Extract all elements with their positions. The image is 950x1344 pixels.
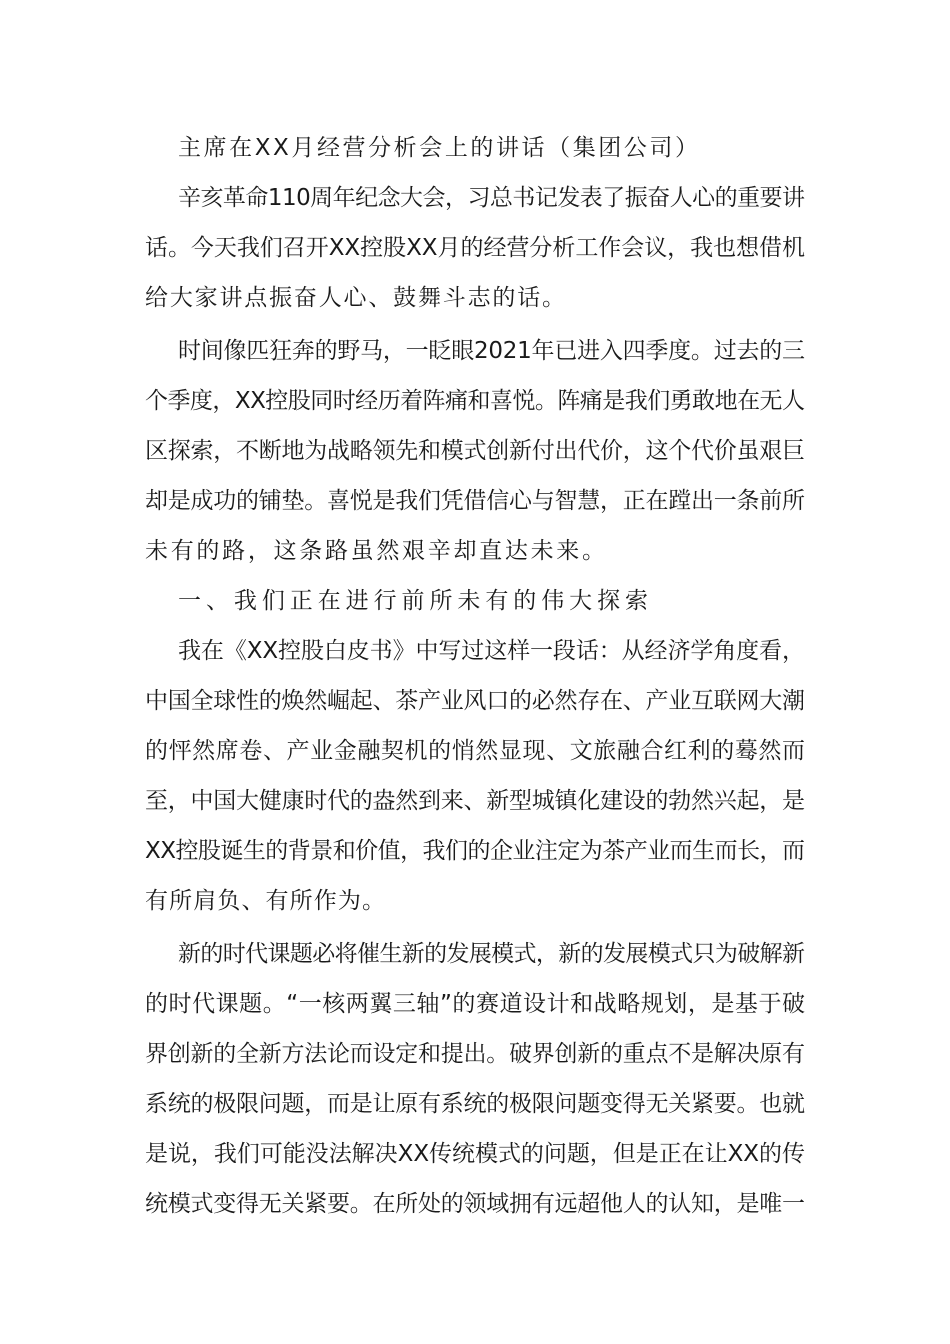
- paragraph-2-line-2: 个季度，XX控股同时经历着阵痛和喜悦。阵痛是我们勇敢地在无人: [145, 388, 805, 414]
- paragraph-1-line-3: 给大家讲点振奋人心、鼓舞斗志的话。: [145, 285, 567, 311]
- paragraph-2-line-1: 时间像匹狂奔的野马，一眨眼2021年已进入四季度。过去的三: [178, 338, 805, 364]
- paragraph-4-line-5: 是说，我们可能没法解决XX传统模式的问题，但是正在让XX的传: [145, 1141, 805, 1167]
- paragraph-3-line-3: 的怦然席卷、产业金融契机的悄然显现、文旅融合红利的蓦然而: [145, 738, 806, 764]
- paragraph-2-line-4: 却是成功的铺垫。喜悦是我们凭借信心与智慧，正在蹚出一条前所: [145, 488, 805, 514]
- paragraph-4-line-2: 的时代课题。“一核两翼三轴”的赛道设计和战略规划，是基于破: [145, 991, 806, 1017]
- paragraph-4-line-1: 新的时代课题必将催生新的发展模式，新的发展模式只为破解新: [178, 941, 805, 967]
- document-title: 主席在XX月经营分析会上的讲话（集团公司）: [178, 135, 701, 161]
- paragraph-4-line-6: 统模式变得无关紧要。在所处的领域拥有远超他人的认知，是唯一: [145, 1191, 805, 1217]
- section-heading: 一、我们正在进行前所未有的伟大探索: [178, 588, 653, 614]
- paragraph-2-line-5: 未有的路，这条路虽然艰辛却直达未来。: [145, 538, 608, 564]
- paragraph-4-line-4: 系统的极限问题，而是让原有系统的极限问题变得无关紧要。也就: [145, 1091, 805, 1117]
- paragraph-3-line-6: 有所肩负、有所作为。: [145, 888, 387, 914]
- paragraph-4-line-3: 界创新的全新方法论而设定和提出。破界创新的重点不是解决原有: [145, 1041, 805, 1067]
- paragraph-1-line-1: 辛亥革命110周年纪念大会，习总书记发表了振奋人心的重要讲: [178, 185, 805, 211]
- paragraph-3-line-1: 我在《XX控股白皮书》中写过这样一段话：从经济学角度看，: [178, 638, 805, 664]
- paragraph-3-line-5: XX控股诞生的背景和价值，我们的企业注定为茶产业而生而长，而: [145, 838, 805, 864]
- paragraph-2-line-3: 区探索，不断地为战略领先和模式创新付出代价，这个代价虽艰巨: [145, 438, 805, 464]
- paragraph-3-line-4: 至，中国大健康时代的盎然到来、新型城镇化建设的勃然兴起，是: [145, 788, 805, 814]
- paragraph-3-line-2: 中国全球性的焕然崛起、茶产业风口的必然存在、产业互联网大潮: [145, 688, 805, 714]
- paragraph-1-line-2: 话。今天我们召开XX控股XX月的经营分析工作会议，我也想借机: [145, 235, 805, 261]
